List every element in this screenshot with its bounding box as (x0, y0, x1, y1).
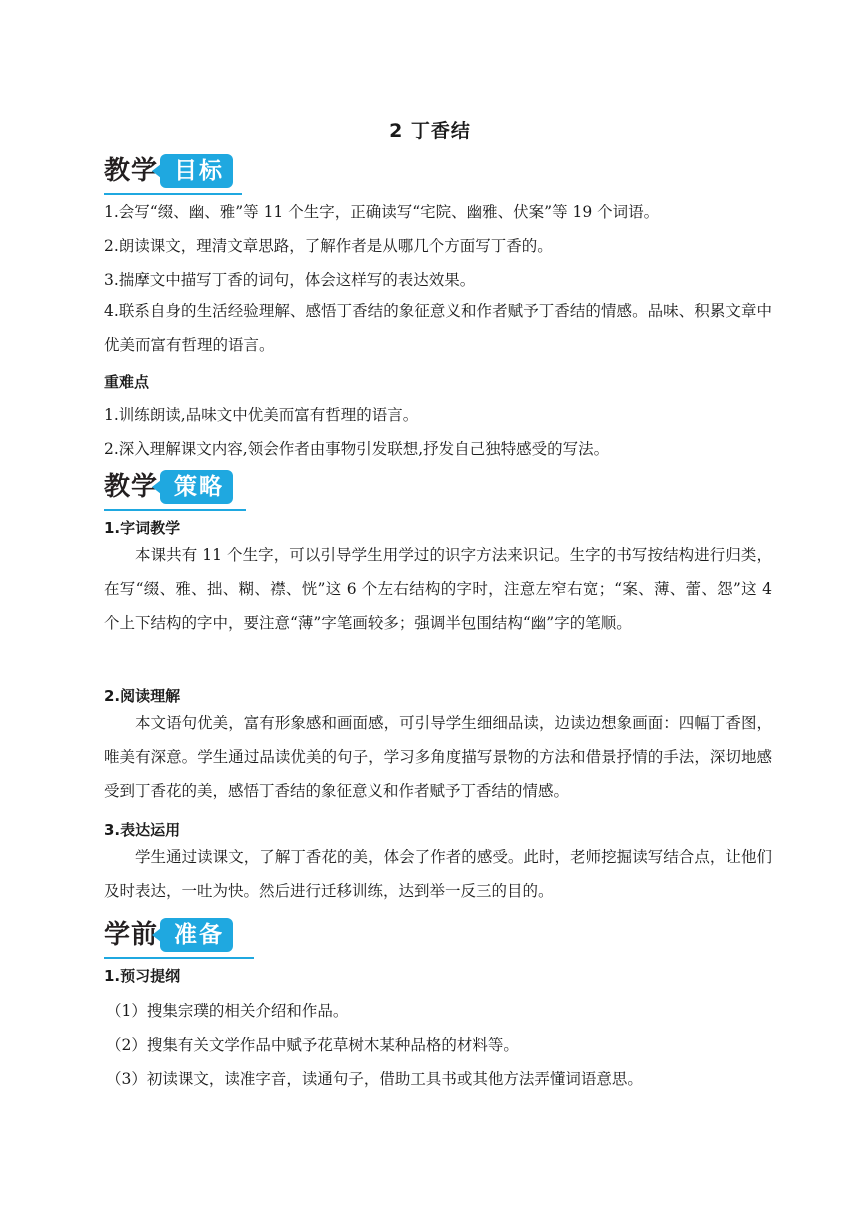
key-point-item: 1.训练朗读,品味文中优美而富有哲理的语言。 (104, 406, 419, 424)
goal-item: 3.揣摩文中描写丁香的词句，体会这样写的表达效果。 (104, 271, 476, 289)
page-title: 2 丁香结 (389, 120, 471, 142)
banner-prep-right: 准备 (160, 918, 233, 952)
banner-goals-right: 目标 (160, 154, 233, 188)
strategy-paragraph: 学生通过读课文，了解丁香花的美，体会了作者的感受。此时，老师挖掘读写结合点，让他们及时表达，一吐为快。然后进行迁移训练，达到举一反三的目的。 (104, 848, 772, 900)
banner-prep-left: 学前 (104, 920, 159, 950)
strategy-heading: 1.字词教学 (104, 519, 181, 537)
banner-underline (104, 193, 242, 195)
banner-strategy-left: 教学 (104, 472, 159, 502)
strategy-paragraph: 本文语句优美，富有形象感和画面感，可引导学生细细品读，边读边想象画面：四幅丁香图，唯美有深意。学生通过品读优美的句子，学习多角度描写景物的方法和借景抒情的手法，深切地感受到丁香花的美，感悟丁香结的象征意义和作者赋予丁香结的情感。 (104, 714, 772, 800)
strategy-paragraph: 本课共有 11 个生字，可以引导学生用学过的识字方法来识记。生字的书写按结构进行归类，在写“缀、雅、拙、糊、襟、恍”这 6 个左右结构的字时，注意左窄右宽；“案、薄、蕾、怨”这 4 个上下结构的字中，要注意“薄”字笔画较多；强调半包围结构“幽”字的笔顺。 (104, 546, 772, 632)
banner-underline (104, 957, 254, 959)
prep-item: （1）搜集宗璞的相关介绍和作品。 (106, 1002, 349, 1020)
banner-underline (104, 509, 246, 511)
section-banner-prep (104, 914, 233, 956)
key-point-item: 2.深入理解课文内容,领会作者由事物引发联想,抒发自己独特感受的写法。 (104, 440, 610, 458)
goal-item: 4.联系自身的生活经验理解、感悟丁香结的象征意义和作者赋予丁香结的情感。品味、积累文章中优美而富有哲理的语言。 (104, 302, 772, 354)
goal-item: 2.朗读课文，理清文章思路，了解作者是从哪几个方面写丁香的。 (104, 237, 553, 255)
prep-heading: 1.预习提纲 (104, 967, 181, 985)
section-banner-strategy (104, 466, 233, 508)
strategy-heading: 3.表达运用 (104, 821, 181, 839)
banner-goals-left: 教学 (104, 156, 159, 186)
prep-item: （2）搜集有关文学作品中赋予花草树木某种品格的材料等。 (106, 1036, 519, 1054)
section-banner-goals (104, 150, 233, 192)
prep-item: （3）初读课文，读准字音，读通句子，借助工具书或其他方法弄懂词语意思。 (106, 1070, 643, 1088)
goal-item: 1.会写“缀、幽、雅”等 11 个生字，正确读写“宅院、幽雅、伏案”等 19 个词语。 (104, 203, 660, 221)
key-points-heading: 重难点 (104, 373, 150, 391)
strategy-heading: 2.阅读理解 (104, 687, 181, 705)
banner-strategy-right: 策略 (160, 470, 233, 504)
